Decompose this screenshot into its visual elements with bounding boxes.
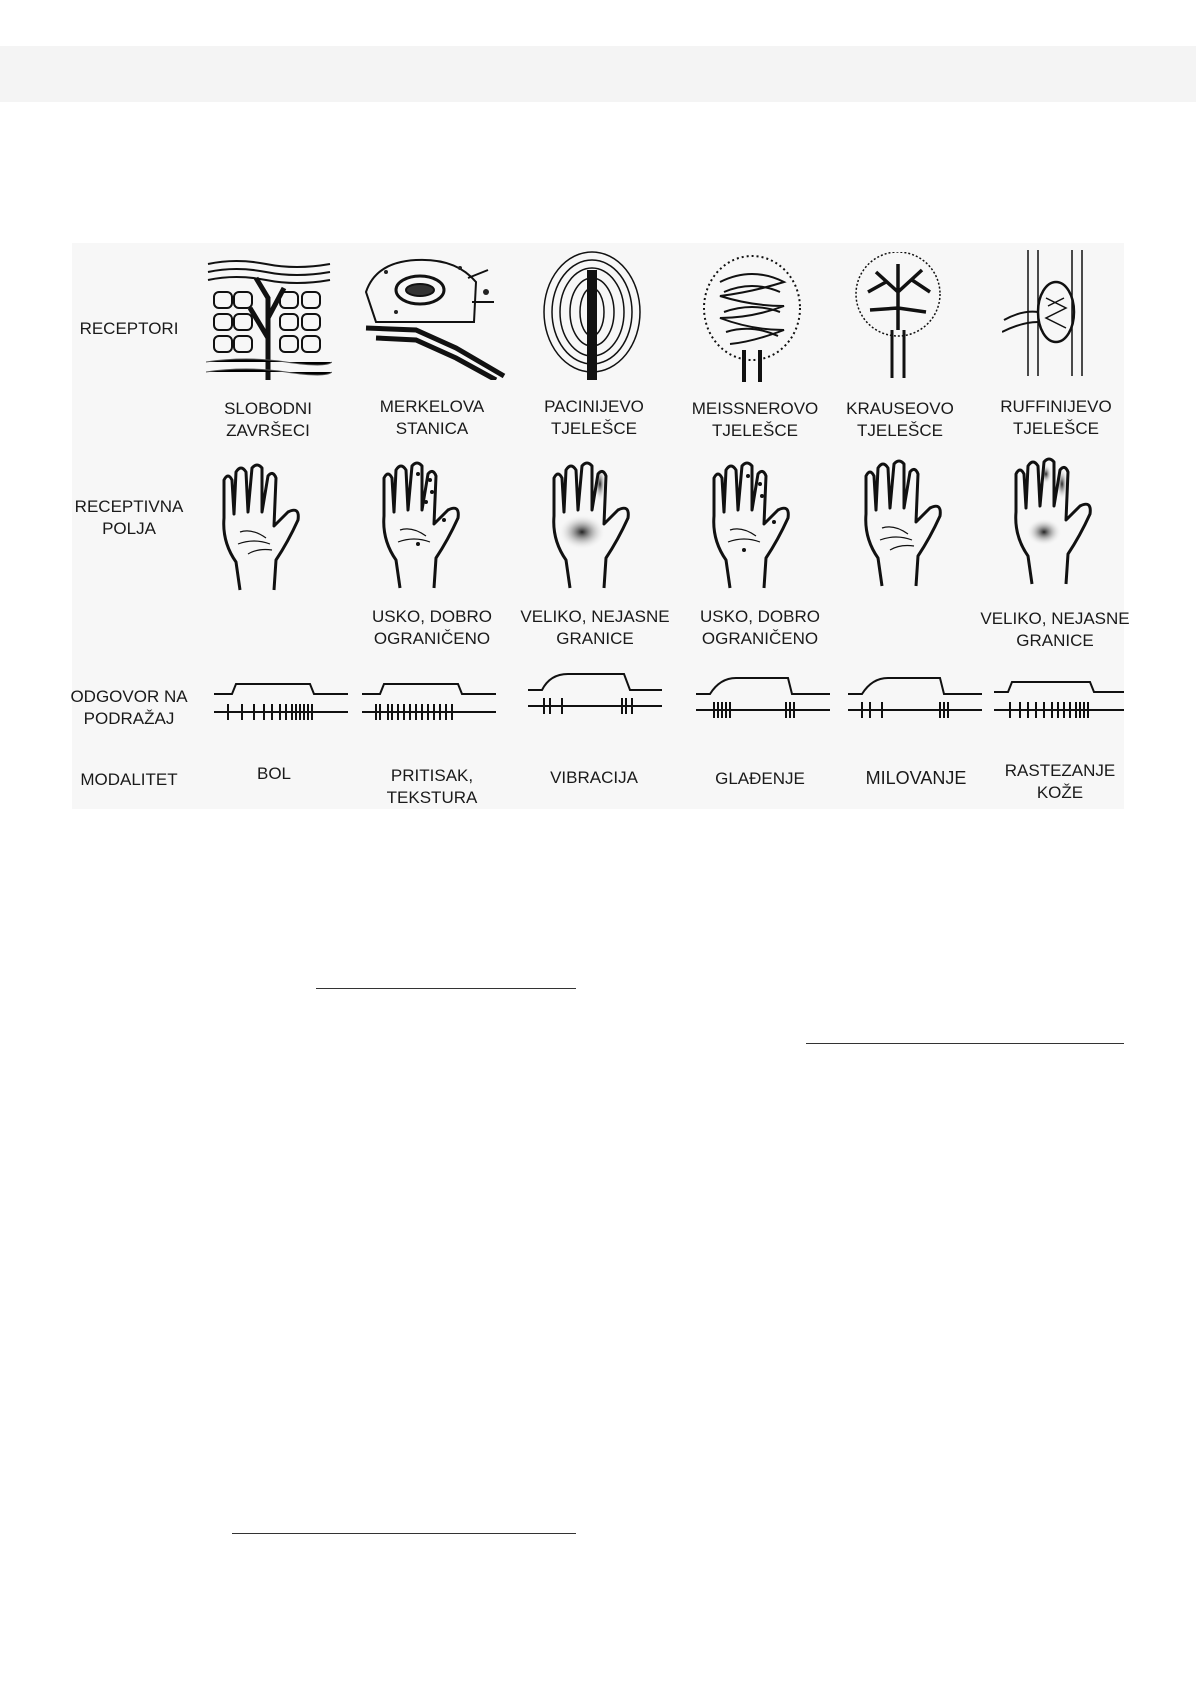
receptor-name: PACINIJEVO TJELEŠCE <box>544 397 644 438</box>
hand-receptive-field-icon <box>548 460 644 590</box>
free-nerve-endings-illustration <box>206 258 332 380</box>
answer-line <box>806 1043 1124 1044</box>
response-trace <box>848 674 982 720</box>
merkel-cell-illustration <box>356 252 506 380</box>
receptor-name: SLOBODNI ZAVRŠECI <box>224 399 312 440</box>
row-label-receptors: RECEPTORI <box>79 319 179 338</box>
answer-line <box>232 1533 576 1534</box>
response-trace <box>362 680 496 726</box>
row-label-receptive-fields: RECEPTIVNA POLJA <box>74 497 184 538</box>
response-trace <box>214 680 348 726</box>
hand-receptive-field-icon <box>708 460 804 590</box>
receptor-name: RUFFINIJEVO TJELEŠCE <box>1000 397 1112 438</box>
receptive-field-desc: VELIKO, NEJASNE GRANICE <box>980 609 1130 650</box>
receptive-field-desc: VELIKO, NEJASNE GRANICE <box>520 607 670 648</box>
modality-label: BOL <box>256 764 292 783</box>
response-trace <box>528 670 662 716</box>
receptive-field-desc: USKO, DOBRO OGRANIČENO <box>700 607 820 648</box>
meissner-corpuscle-illustration <box>700 252 804 382</box>
hand-receptive-field-icon <box>1010 456 1106 586</box>
modality-label: RASTEZANJE KOŽE <box>1004 761 1116 802</box>
krause-corpuscle-illustration <box>846 252 950 378</box>
receptor-name: KRAUSEOVO TJELEŠCE <box>846 399 954 440</box>
modality-label: GLAĐENJE <box>715 769 805 788</box>
row-label-response: ODGOVOR NA PODRAŽAJ <box>70 687 188 728</box>
ruffini-corpuscle-illustration <box>1002 250 1102 376</box>
modality-label: VIBRACIJA <box>550 768 638 787</box>
response-trace <box>994 678 1124 724</box>
hand-receptive-field-icon <box>860 458 956 588</box>
hand-receptive-field-icon <box>218 462 314 592</box>
modality-label: MILOVANJE <box>865 768 967 788</box>
pacinian-corpuscle-illustration <box>540 250 644 380</box>
response-trace <box>696 674 830 720</box>
row-label-modality: MODALITET <box>80 770 178 789</box>
receptor-name: MERKELOVA STANICA <box>379 397 485 438</box>
receptive-field-desc: USKO, DOBRO OGRANIČENO <box>372 607 492 648</box>
answer-line <box>316 988 576 989</box>
header-band <box>0 46 1196 102</box>
receptor-name: MEISSNEROVO TJELEŠCE <box>691 399 819 440</box>
hand-receptive-field-icon <box>378 460 474 590</box>
modality-label: PRITISAK, TEKSTURA <box>386 766 478 807</box>
